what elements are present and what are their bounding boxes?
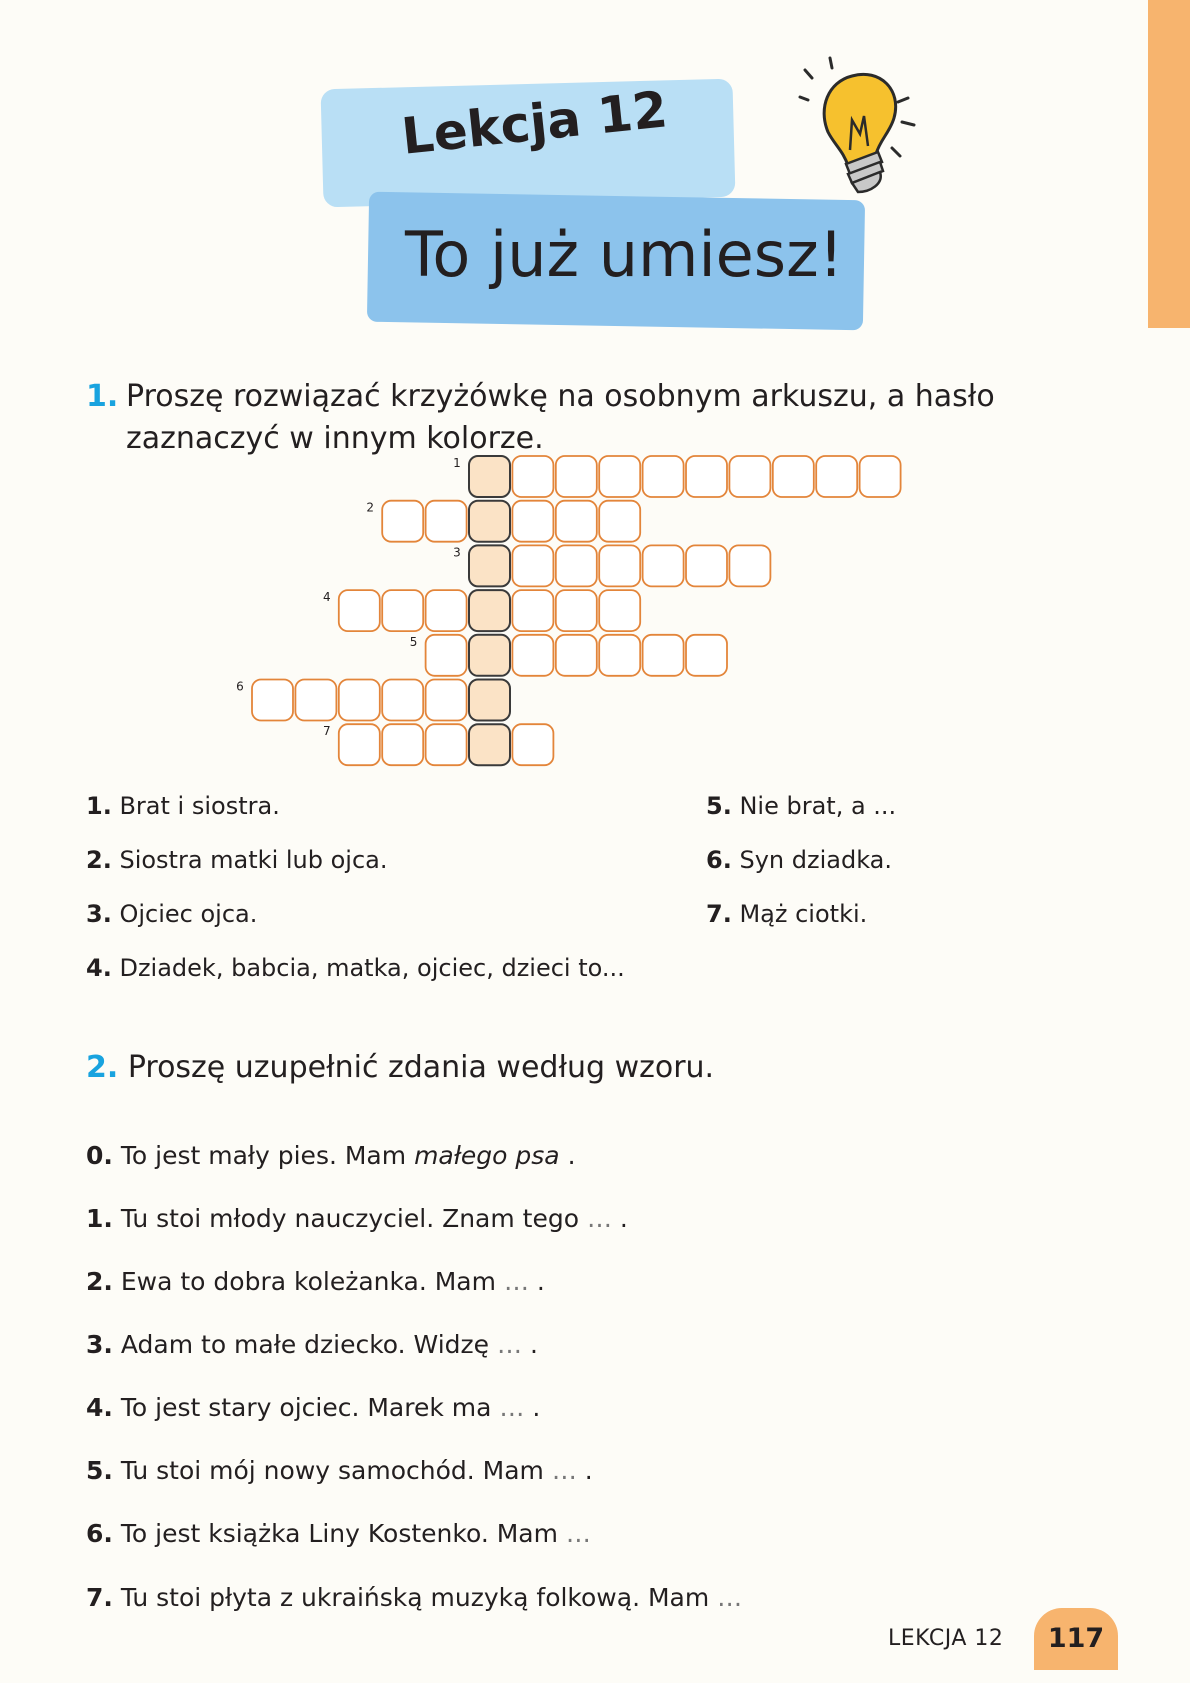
answer-gap: … <box>565 1519 591 1548</box>
exercise-item-3: 3. Adam to małe dziecko. Widzę … . <box>86 1330 538 1359</box>
crossword-cell <box>599 590 640 631</box>
crossword-cell <box>729 456 770 497</box>
crossword-key-cell <box>469 635 510 676</box>
crossword-key-cell <box>469 724 510 765</box>
crossword-cell <box>382 680 423 721</box>
crossword-cell <box>512 456 553 497</box>
crossword-key-cell <box>469 680 510 721</box>
crossword-cell <box>816 456 857 497</box>
crossword-number-6: 6 <box>236 679 244 694</box>
lesson-title: Lekcja 12 <box>398 80 671 166</box>
lesson-subtitle: To już umiesz! <box>405 218 844 291</box>
crossword-cell <box>426 635 467 676</box>
clue-1: 1. Brat i siostra. <box>86 792 280 820</box>
clue-7: 7. Mąż ciotki. <box>706 900 868 928</box>
task-1-instruction <box>86 376 1066 460</box>
crossword-number-3: 3 <box>453 545 461 560</box>
crossword-cell <box>686 635 727 676</box>
crossword-cell <box>599 456 640 497</box>
crossword-cell <box>556 501 597 542</box>
crossword-cell <box>860 456 901 497</box>
crossword-cell <box>339 590 380 631</box>
crossword-cell <box>556 590 597 631</box>
crossword-cell <box>556 456 597 497</box>
crossword-cell <box>339 724 380 765</box>
page-number: 117 <box>1034 1608 1118 1670</box>
crossword-number-5: 5 <box>409 634 418 649</box>
crossword-cell <box>382 590 423 631</box>
clue-5: 5. Nie brat, a ... <box>706 792 897 820</box>
task-1-number: 1. <box>86 379 119 414</box>
crossword-cell <box>599 545 640 586</box>
crossword-cell <box>426 501 467 542</box>
footer-lesson-label: LEKCJA 12 <box>888 1626 1004 1651</box>
exercise-item-5: 5. Tu stoi mój nowy samochód. Mam … . <box>86 1456 593 1485</box>
answer-gap: … <box>586 1204 612 1233</box>
answer-gap: … <box>499 1393 525 1422</box>
clue-6: 6. Syn dziadka. <box>706 846 892 874</box>
answer-gap: … <box>503 1267 529 1296</box>
crossword-cell <box>252 680 293 721</box>
crossword-number-1: 1 <box>453 456 461 470</box>
crossword-cell <box>773 456 814 497</box>
crossword-cell <box>556 545 597 586</box>
crossword-cell <box>729 545 770 586</box>
exercise-item-1: 1. Tu stoi młody nauczyciel. Znam tego … . <box>86 1204 628 1233</box>
crossword-cell <box>426 724 467 765</box>
crossword-cell <box>643 545 684 586</box>
crossword-cell <box>512 590 553 631</box>
crossword-cell <box>512 635 553 676</box>
crossword-cell <box>426 680 467 721</box>
crossword-cell <box>295 680 336 721</box>
crossword-key-cell <box>469 456 510 497</box>
clue-2: 2. Siostra matki lub ojca. <box>86 846 388 874</box>
exercise-item-4: 4. To jest stary ojciec. Marek ma … . <box>86 1393 541 1422</box>
crossword-cell <box>686 545 727 586</box>
clue-3: 3. Ojciec ojca. <box>86 900 258 928</box>
exercise-item-6: 6. To jest książka Liny Kostenko. Mam … <box>86 1519 591 1548</box>
crossword-cell <box>382 501 423 542</box>
crossword-cell <box>643 456 684 497</box>
crossword-number-2: 2 <box>366 500 375 515</box>
exercise-item-7: 7. Tu stoi płyta z ukraińską muzyką folkową. Mam … <box>86 1583 743 1612</box>
crossword-cell <box>512 501 553 542</box>
crossword-cell <box>339 680 380 721</box>
crossword-cell <box>382 724 423 765</box>
answer-gap: … <box>717 1583 743 1612</box>
task-2-number: 2. <box>86 1050 119 1085</box>
side-tab-decoration <box>1148 0 1190 328</box>
exercise-item-2: 2. Ewa to dobra koleżanka. Mam … . <box>86 1267 545 1296</box>
crossword-cell <box>426 590 467 631</box>
task-1-text: Proszę rozwiązać krzyżówkę na osobnym arkuszu, a hasło zaznaczyć w innym kolorze. <box>126 379 995 456</box>
lightbulb-icon <box>790 50 940 220</box>
crossword-cell <box>556 635 597 676</box>
crossword-cell <box>512 545 553 586</box>
crossword-number-4: 4 <box>322 590 331 605</box>
crossword-cell <box>512 724 553 765</box>
example-answer: małego psa <box>414 1141 560 1170</box>
crossword-cell <box>686 456 727 497</box>
example-sentence: 0. To jest mały pies. Mam małego psa . <box>86 1141 576 1170</box>
answer-gap: … <box>497 1330 522 1359</box>
task-2-text: Proszę uzupełnić zdania według wzoru. <box>127 1050 715 1085</box>
crossword-key-cell <box>469 501 510 542</box>
crossword-key-cell <box>469 545 510 586</box>
crossword-key-cell <box>469 590 510 631</box>
clue-4: 4. Dziadek, babcia, matka, ojciec, dzieci to... <box>86 954 625 982</box>
crossword-cell <box>599 635 640 676</box>
crossword-cell <box>643 635 684 676</box>
answer-gap: … <box>551 1456 577 1485</box>
task-2-instruction <box>86 1050 714 1085</box>
crossword-number-7: 7 <box>322 724 331 739</box>
crossword-cell <box>599 501 640 542</box>
